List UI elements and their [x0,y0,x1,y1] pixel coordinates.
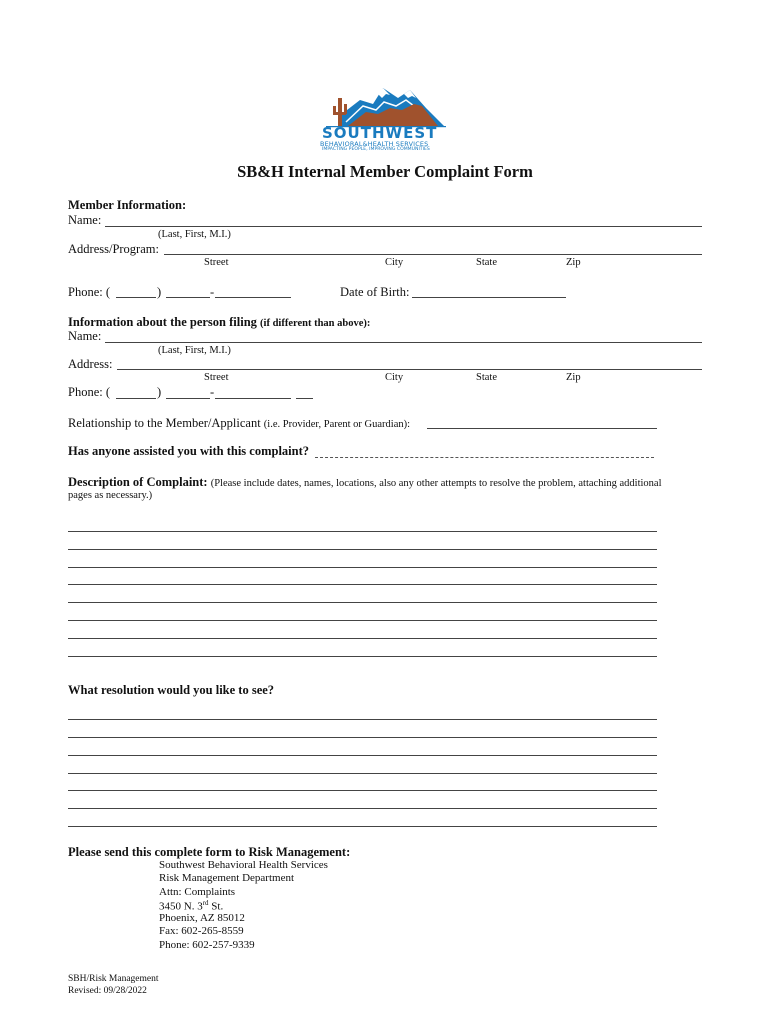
assisted-field[interactable] [315,457,654,458]
relationship-label: Relationship to the Member/Applicant [68,416,261,430]
filer-name-hint: (Last, First, M.I.) [158,345,231,356]
filer-address-field[interactable] [117,369,702,370]
member-name-field[interactable] [105,226,702,227]
filer-name-field[interactable] [105,342,702,343]
footer-dept: SBH/Risk Management [68,974,159,984]
member-address-state-hint: State [476,257,497,268]
member-address-city-hint: City [385,257,404,268]
description-line-2[interactable] [68,549,657,550]
relationship-note: (i.e. Provider, Parent or Guardian): [263,419,411,430]
send-to-org: Southwest Behavioral Health Services [159,859,328,871]
member-phone-line-field[interactable] [215,297,291,298]
description-line-8[interactable] [68,656,657,657]
footer-revised: Revised: 09/28/2022 [68,986,147,996]
form-title: SB&H Internal Member Complaint Form [237,162,533,181]
member-phone-dash: - [210,285,215,299]
logo-tagline: IMPACTING PEOPLE, IMPROVING COMMUNITIES [322,147,430,152]
resolution-line-2[interactable] [68,737,657,738]
description-line-6[interactable] [68,620,657,621]
description-line-5[interactable] [68,602,657,603]
filer-phone-area-code-field[interactable] [116,398,156,399]
filer-phone-dash: - [210,385,215,399]
send-to-city: Phoenix, AZ 85012 [159,912,245,924]
send-to-fax: Fax: 602-265-8559 [159,925,244,937]
member-address-zip-hint: Zip [566,257,581,268]
description-note: (Please include dates, names, locations, also any other attempts to resolve the problem, attaching additional [210,478,662,489]
send-to-dept: Risk Management Department [159,872,295,884]
resolution-line-1[interactable] [68,719,657,720]
resolution-line-3[interactable] [68,755,657,756]
filer-phone-extension-field[interactable] [296,398,313,399]
send-to-street [159,899,223,913]
filer-address-city-hint: City [385,372,404,383]
description-note-cont: pages as necessary.) [68,490,153,501]
member-dob-label: Date of Birth: [340,285,410,299]
description-label-row [68,475,662,490]
street-suffix: St. [208,900,224,913]
filer-name-label: Name: [68,329,102,343]
resolution-line-5[interactable] [68,790,657,791]
description-line-3[interactable] [68,567,657,568]
filer-info-heading-note: (if different than above): [260,318,371,329]
logo-subtitle: BEHAVIORAL&HEALTH SERVICES [320,140,429,148]
southwest-logo [318,82,452,154]
filer-phone-prefix-field[interactable] [166,398,210,399]
member-dob-field[interactable] [412,297,566,298]
assisted-label: Has anyone assisted you with this complaint? [68,444,310,458]
description-line-4[interactable] [68,584,657,585]
resolution-line-7[interactable] [68,826,657,827]
filer-phone-close-paren: ) [157,385,162,399]
filer-phone-label: Phone: ( [68,385,111,399]
member-address-street-hint: Street [204,257,229,268]
member-phone-area-code-field[interactable] [116,297,156,298]
member-phone-label: Phone: ( [68,285,111,299]
member-phone-prefix-field[interactable] [166,297,210,298]
filer-address-zip-hint: Zip [566,372,581,383]
filer-info-heading-row [68,315,370,330]
street-number: 3450 N. 3 [159,900,203,913]
relationship-row [68,416,410,431]
logo-name: SOUTHWEST [322,124,438,142]
send-to-heading: Please send this complete form to Risk Management: [68,845,351,859]
description-line-1[interactable] [68,531,657,532]
member-info-heading: Member Information: [68,198,187,212]
filer-phone-line-field[interactable] [215,398,291,399]
resolution-label: What resolution would you like to see? [68,683,275,697]
resolution-line-4[interactable] [68,773,657,774]
relationship-field[interactable] [427,428,657,429]
description-line-7[interactable] [68,638,657,639]
description-label: Description of Complaint: [68,475,208,489]
street-ordinal: rd [202,899,209,907]
send-to-attn: Attn: Complaints [159,886,236,898]
member-phone-close-paren: ) [157,285,162,299]
filer-address-street-hint: Street [204,372,229,383]
send-to-phone: Phone: 602-257-9339 [159,939,255,951]
filer-info-heading: Information about the person filing [68,315,257,329]
member-address-field[interactable] [164,254,702,255]
resolution-line-6[interactable] [68,808,657,809]
member-name-label: Name: [68,213,102,227]
filer-address-state-hint: State [476,372,497,383]
member-address-label: Address/Program: [68,242,159,256]
member-name-hint: (Last, First, M.I.) [158,229,231,240]
filer-address-label: Address: [68,357,113,371]
